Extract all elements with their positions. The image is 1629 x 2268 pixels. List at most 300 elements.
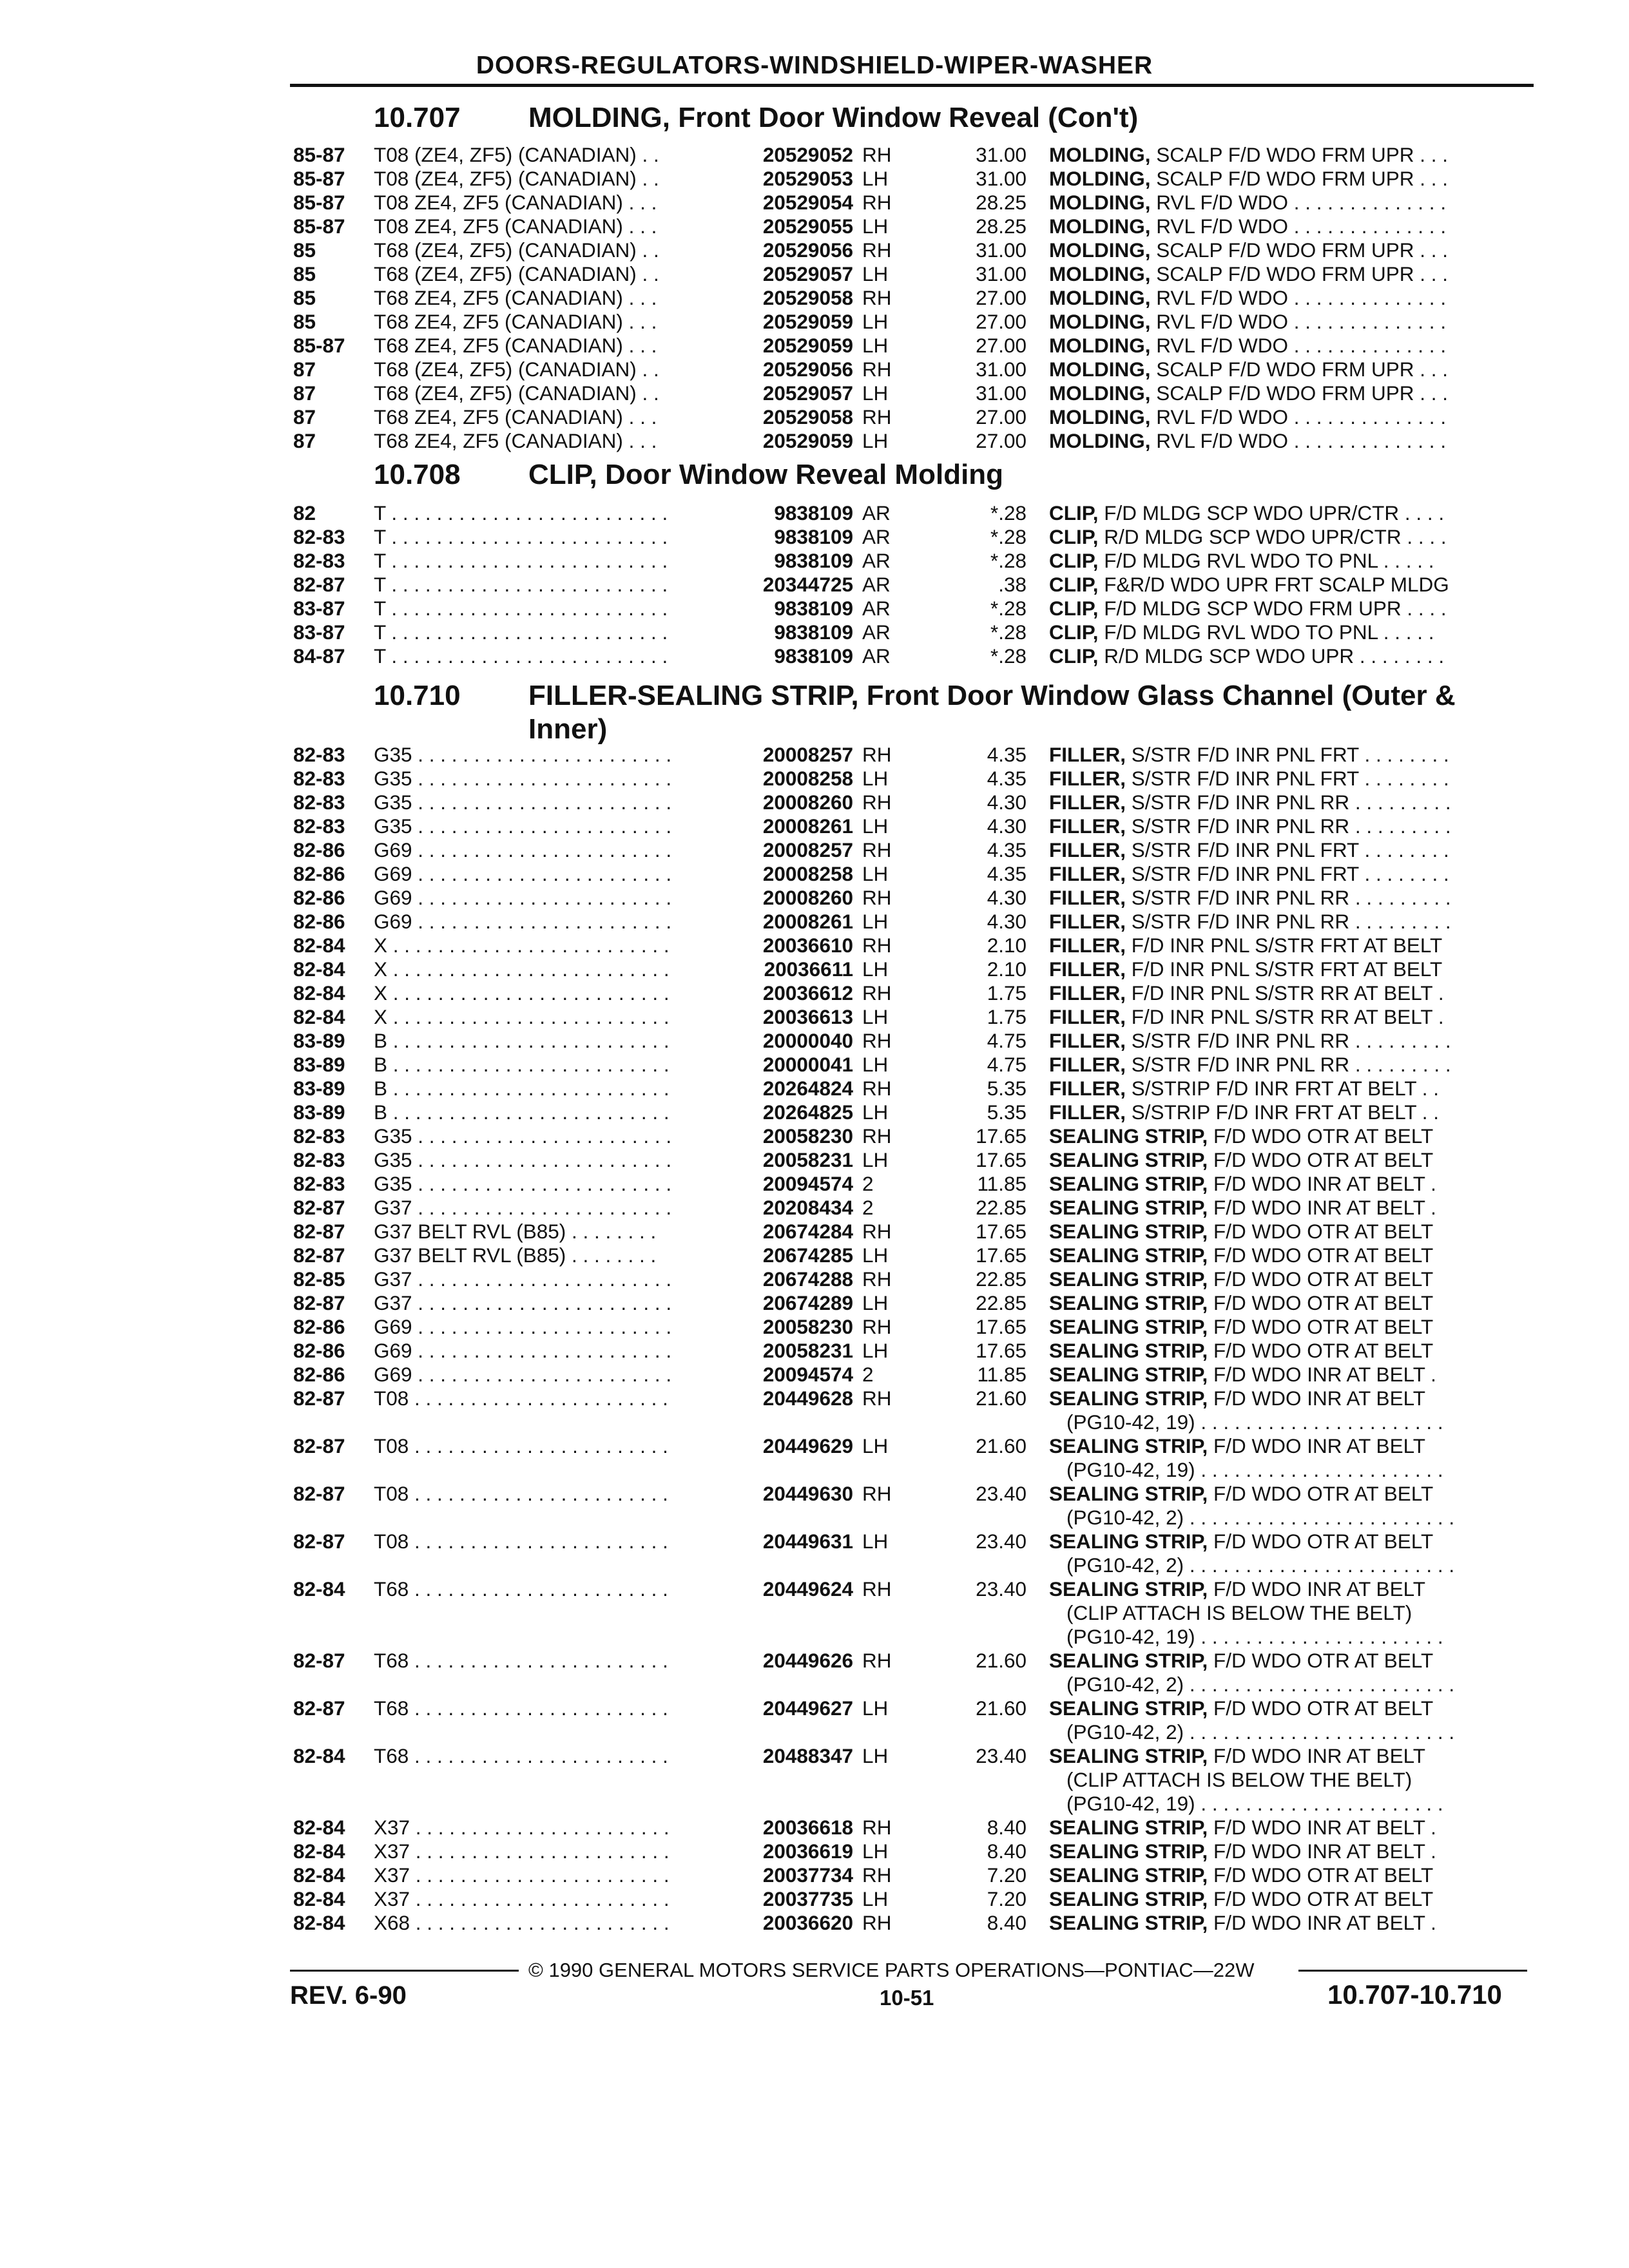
description-keyword: MOLDING, [1049, 405, 1151, 428]
table-row [0, 1077, 1629, 1100]
model-code: T68 . . . . . . . . . . . . . . . . . . . . . . . [374, 1577, 668, 1600]
quantity: RH [862, 791, 892, 814]
description-keyword: FILLER, [1049, 767, 1126, 790]
part-number: 20529056 [762, 238, 853, 262]
description-keyword: FILLER, [1049, 934, 1126, 957]
part-description [1049, 1124, 1523, 1148]
year-range: 82-87 [293, 1387, 345, 1410]
quantity: RH [862, 838, 892, 861]
model-code: T08 (ZE4, ZF5) (CANADIAN) . . [374, 143, 659, 166]
model-code: B . . . . . . . . . . . . . . . . . . . . . . . . . [374, 1029, 670, 1052]
quantity: LH [862, 1840, 889, 1863]
description-keyword: MOLDING, [1049, 429, 1151, 452]
part-number: 20264824 [762, 1077, 853, 1100]
year-range: 85 [293, 262, 316, 285]
description-keyword: SEALING STRIP, [1049, 1124, 1208, 1148]
year-range: 82-87 [293, 573, 345, 596]
table-row [0, 381, 1629, 405]
quantity: RH [862, 934, 892, 957]
table-row [0, 862, 1629, 886]
part-number: 20529059 [762, 310, 853, 333]
part-number: 20449628 [762, 1387, 853, 1410]
year-range: 82-84 [293, 934, 345, 957]
part-description [1049, 1744, 1523, 1768]
model-code: G69 . . . . . . . . . . . . . . . . . . . . . . . [374, 838, 672, 861]
price: 4.30 [987, 910, 1027, 933]
description-keyword: FILLER, [1049, 838, 1126, 861]
description-keyword: MOLDING, [1049, 215, 1151, 238]
part-description [1049, 262, 1523, 286]
part-description [1049, 1053, 1523, 1077]
section-title: CLIP, Door Window Reveal Molding [528, 459, 1004, 490]
table-row [0, 1053, 1629, 1077]
year-range: 82-84 [293, 1005, 345, 1028]
price: 8.40 [987, 1911, 1027, 1934]
part-description [1049, 1029, 1523, 1053]
price: *.28 [990, 549, 1027, 572]
description-keyword: SEALING STRIP, [1049, 1887, 1208, 1910]
part-description [1049, 334, 1523, 358]
quantity: LH [862, 381, 889, 405]
model-code: T68 ZE4, ZF5 (CANADIAN) . . . [374, 429, 657, 452]
part-description [1049, 1315, 1523, 1339]
year-range: 82-87 [293, 1434, 345, 1457]
table-row [0, 1577, 1629, 1601]
quantity: LH [862, 1744, 889, 1767]
description-keyword: SEALING STRIP, [1049, 1267, 1208, 1291]
section-heading [374, 680, 1456, 745]
part-number: 20008260 [762, 886, 853, 909]
model-code: T08 . . . . . . . . . . . . . . . . . . . . . . . [374, 1434, 668, 1457]
quantity: RH [862, 286, 892, 309]
part-description [1049, 1863, 1523, 1887]
quantity: LH [862, 1339, 889, 1362]
model-code: G37 BELT RVL (B85) . . . . . . . . [374, 1244, 657, 1267]
footer-rule-left [290, 1970, 519, 1972]
year-range: 83-87 [293, 597, 345, 620]
part-description [1049, 238, 1523, 262]
part-number: 20529053 [762, 167, 853, 190]
description-detail: F/D INR PNL S/STR FRT AT BELT [1126, 934, 1443, 957]
description-keyword: SEALING STRIP, [1049, 1172, 1208, 1195]
description-keyword: MOLDING, [1049, 191, 1151, 214]
year-range: 82-87 [293, 1530, 345, 1553]
part-description [1049, 934, 1523, 957]
description-detail: F/D WDO OTR AT BELT [1208, 1339, 1434, 1362]
description-keyword: SEALING STRIP, [1049, 1196, 1208, 1219]
description-detail: F/D WDO OTR AT BELT [1208, 1315, 1434, 1338]
table-row [0, 1649, 1629, 1673]
table-row [0, 1911, 1629, 1935]
part-description [1049, 549, 1523, 573]
table-row-continuation [0, 1506, 1629, 1530]
quantity: LH [862, 1244, 889, 1267]
table-row [0, 1220, 1629, 1244]
price: 21.60 [976, 1649, 1027, 1672]
part-number: 20008261 [762, 910, 853, 933]
table-row [0, 1816, 1629, 1840]
year-range: 87 [293, 429, 316, 452]
price: 23.40 [976, 1530, 1027, 1553]
description-keyword: MOLDING, [1049, 167, 1151, 190]
part-number: 20037735 [762, 1887, 853, 1910]
model-code: T . . . . . . . . . . . . . . . . . . . . . . . . . [374, 644, 668, 668]
quantity: LH [862, 1005, 889, 1028]
part-description [1049, 1387, 1523, 1410]
price: 8.40 [987, 1816, 1027, 1839]
quantity: RH [862, 1649, 892, 1672]
description-detail: S/STR F/D INR PNL FRT . . . . . . . . [1126, 838, 1449, 861]
table-row [0, 405, 1629, 429]
price: 4.30 [987, 886, 1027, 909]
year-range: 82-83 [293, 767, 345, 790]
description-detail: S/STR F/D INR PNL RR . . . . . . . . . [1126, 791, 1451, 814]
price: 7.20 [987, 1887, 1027, 1910]
description-continuation: (PG10-42, 19) . . . . . . . . . . . . . . . . . . . . . . [1066, 1792, 1443, 1815]
part-number: 20008257 [762, 743, 853, 766]
price: 23.40 [976, 1577, 1027, 1600]
quantity: RH [862, 1577, 892, 1600]
footer-section-range: 10.707-10.710 [1327, 1979, 1502, 2010]
part-number: 20674288 [762, 1267, 853, 1291]
price: 4.35 [987, 838, 1027, 861]
description-detail: S/STR F/D INR PNL RR . . . . . . . . . [1126, 1029, 1451, 1052]
table-row-continuation [0, 1553, 1629, 1577]
description-keyword: CLIP, [1049, 573, 1099, 596]
table-row [0, 743, 1629, 767]
year-range: 82-87 [293, 1196, 345, 1219]
description-continuation: (PG10-42, 2) . . . . . . . . . . . . . . . . . . . . . . . . [1066, 1506, 1455, 1529]
price: 17.65 [976, 1315, 1027, 1338]
part-number: 20036620 [762, 1911, 853, 1934]
description-keyword: SEALING STRIP, [1049, 1315, 1208, 1338]
part-number: 20674285 [762, 1244, 853, 1267]
table-row-continuation [0, 1458, 1629, 1482]
year-range: 82-86 [293, 910, 345, 933]
part-description [1049, 1482, 1523, 1506]
description-detail: RVL F/D WDO . . . . . . . . . . . . . . [1150, 405, 1447, 428]
description-detail: F/D MLDG RVL WDO TO PNL . . . . . [1098, 549, 1434, 572]
table-row [0, 1887, 1629, 1911]
description-detail: RVL F/D WDO . . . . . . . . . . . . . . [1150, 191, 1447, 214]
model-code: G69 . . . . . . . . . . . . . . . . . . . . . . . [374, 862, 672, 885]
year-range: 87 [293, 358, 316, 381]
part-number: 20008257 [762, 838, 853, 861]
quantity: LH [862, 334, 889, 357]
year-range: 82-83 [293, 1148, 345, 1171]
model-code: T08 . . . . . . . . . . . . . . . . . . . . . . . [374, 1482, 668, 1505]
part-number: 20449627 [762, 1696, 853, 1720]
model-code: B . . . . . . . . . . . . . . . . . . . . . . . . . [374, 1100, 670, 1124]
part-description [1049, 1172, 1523, 1196]
quantity: LH [862, 1887, 889, 1910]
table-row [0, 334, 1629, 358]
model-code: G69 . . . . . . . . . . . . . . . . . . . . . . . [374, 910, 672, 933]
part-number: 20058230 [762, 1315, 853, 1338]
footer-page-number: 10-51 [880, 1986, 934, 2010]
table-row [0, 1267, 1629, 1291]
model-code: T . . . . . . . . . . . . . . . . . . . . . . . . . [374, 549, 668, 572]
model-code: G37 BELT RVL (B85) . . . . . . . . [374, 1220, 657, 1243]
quantity: AR [862, 573, 891, 596]
part-number: 20036613 [762, 1005, 853, 1028]
part-description [1049, 429, 1523, 453]
part-description [1049, 1196, 1523, 1220]
model-code: G69 . . . . . . . . . . . . . . . . . . . . . . . [374, 886, 672, 909]
part-number: 20008261 [762, 814, 853, 838]
price: 2.10 [987, 957, 1027, 981]
part-number: 9838109 [774, 597, 853, 620]
model-code: X68 . . . . . . . . . . . . . . . . . . . . . . . [374, 1911, 670, 1934]
year-range: 85 [293, 286, 316, 309]
model-code: G35 . . . . . . . . . . . . . . . . . . . . . . . [374, 791, 672, 814]
description-keyword: SEALING STRIP, [1049, 1244, 1208, 1267]
table-row-continuation [0, 1410, 1629, 1434]
description-detail: F/D WDO INR AT BELT . [1208, 1172, 1436, 1195]
quantity: 2 [862, 1363, 874, 1386]
part-number: 20058231 [762, 1339, 853, 1362]
model-code: T . . . . . . . . . . . . . . . . . . . . . . . . . [374, 525, 668, 548]
table-row [0, 525, 1629, 549]
year-range: 87 [293, 381, 316, 405]
description-detail: F/D WDO INR AT BELT . [1208, 1816, 1436, 1839]
model-code: T68 . . . . . . . . . . . . . . . . . . . . . . . [374, 1696, 668, 1720]
description-keyword: FILLER, [1049, 814, 1126, 838]
part-description [1049, 910, 1523, 934]
part-description [1049, 1840, 1523, 1863]
table-row [0, 573, 1629, 597]
part-number: 20008260 [762, 791, 853, 814]
description-keyword: FILLER, [1049, 1053, 1126, 1076]
model-code: G35 . . . . . . . . . . . . . . . . . . . . . . . [374, 814, 672, 838]
model-code: X . . . . . . . . . . . . . . . . . . . . . . . . . [374, 1005, 670, 1028]
part-description [1049, 1267, 1523, 1291]
part-number: 20529057 [762, 262, 853, 285]
description-detail: RVL F/D WDO . . . . . . . . . . . . . . [1150, 286, 1447, 309]
description-keyword: CLIP, [1049, 501, 1099, 524]
description-keyword: MOLDING, [1049, 358, 1151, 381]
description-detail: F/D WDO INR AT BELT [1208, 1387, 1425, 1410]
part-number: 20036612 [762, 981, 853, 1004]
table-row [0, 1840, 1629, 1863]
model-code: T . . . . . . . . . . . . . . . . . . . . . . . . . [374, 501, 668, 524]
year-range: 82 [293, 501, 316, 524]
part-description [1049, 767, 1523, 791]
part-description [1049, 191, 1523, 215]
part-number: 20000040 [762, 1029, 853, 1052]
year-range: 82-86 [293, 1315, 345, 1338]
part-number: 20449631 [762, 1530, 853, 1553]
table-row [0, 501, 1629, 525]
part-description [1049, 525, 1523, 549]
section-number: 10.710 [374, 680, 461, 711]
model-code: X . . . . . . . . . . . . . . . . . . . . . . . . . [374, 934, 670, 957]
model-code: G35 . . . . . . . . . . . . . . . . . . . . . . . [374, 767, 672, 790]
year-range: 82-84 [293, 957, 345, 981]
year-range: 82-87 [293, 1482, 345, 1505]
model-code: T08 ZE4, ZF5 (CANADIAN) . . . [374, 191, 657, 214]
section-number: 10.708 [374, 459, 461, 490]
model-code: X37 . . . . . . . . . . . . . . . . . . . . . . . [374, 1816, 670, 1839]
year-range: 82-84 [293, 1816, 345, 1839]
table-row [0, 1172, 1629, 1196]
part-number: 20449626 [762, 1649, 853, 1672]
part-description [1049, 886, 1523, 910]
price: 31.00 [976, 143, 1027, 166]
quantity: AR [862, 549, 891, 572]
part-number: 20000041 [762, 1053, 853, 1076]
year-range: 82-86 [293, 1363, 345, 1386]
price: 4.35 [987, 862, 1027, 885]
year-range: 82-83 [293, 791, 345, 814]
model-code: T68 ZE4, ZF5 (CANADIAN) . . . [374, 286, 657, 309]
part-number: 20674284 [762, 1220, 853, 1243]
description-keyword: MOLDING, [1049, 286, 1151, 309]
model-code: X37 . . . . . . . . . . . . . . . . . . . . . . . [374, 1887, 670, 1910]
description-keyword: MOLDING, [1049, 262, 1151, 285]
description-detail: SCALP F/D WDO FRM UPR . . . [1150, 381, 1448, 405]
description-detail: F/D WDO OTR AT BELT [1208, 1863, 1434, 1887]
quantity: LH [862, 1696, 889, 1720]
part-description [1049, 644, 1523, 668]
quantity: 2 [862, 1196, 874, 1219]
description-detail: F/D WDO OTR AT BELT [1208, 1220, 1434, 1243]
model-code: T08 . . . . . . . . . . . . . . . . . . . . . . . [374, 1530, 668, 1553]
part-number: 20208434 [762, 1196, 853, 1219]
part-number: 20449630 [762, 1482, 853, 1505]
part-number: 20529059 [762, 429, 853, 452]
table-row [0, 238, 1629, 262]
part-number: 20094574 [762, 1363, 853, 1386]
part-description [1049, 1530, 1523, 1553]
part-number: 20449629 [762, 1434, 853, 1457]
part-description [1049, 1077, 1523, 1100]
quantity: RH [862, 886, 892, 909]
year-range: 83-89 [293, 1100, 345, 1124]
description-continuation: (CLIP ATTACH IS BELOW THE BELT) [1066, 1601, 1412, 1624]
description-detail: S/STR F/D INR PNL FRT . . . . . . . . [1126, 743, 1449, 766]
part-number: 20058231 [762, 1148, 853, 1171]
part-number: 9838109 [774, 501, 853, 524]
price: 22.85 [976, 1196, 1027, 1219]
description-continuation: (PG10-42, 2) . . . . . . . . . . . . . . . . . . . . . . . . [1066, 1553, 1455, 1577]
table-row [0, 1005, 1629, 1029]
description-detail: SCALP F/D WDO FRM UPR . . . [1150, 167, 1448, 190]
section-title: MOLDING, Front Door Window Reveal (Con't) [528, 102, 1139, 133]
table-row [0, 791, 1629, 814]
description-keyword: SEALING STRIP, [1049, 1291, 1208, 1314]
year-range: 82-86 [293, 886, 345, 909]
price: 1.75 [987, 981, 1027, 1004]
description-detail: F/D WDO OTR AT BELT [1208, 1887, 1434, 1910]
quantity: RH [862, 1911, 892, 1934]
table-row [0, 310, 1629, 334]
quantity: RH [862, 743, 892, 766]
quantity: 2 [862, 1172, 874, 1195]
part-description [1049, 1911, 1523, 1935]
part-description [1049, 215, 1523, 238]
description-keyword: FILLER, [1049, 957, 1126, 981]
part-description [1049, 358, 1523, 381]
year-range: 82-83 [293, 1172, 345, 1195]
part-number: 20674289 [762, 1291, 853, 1314]
part-description [1049, 286, 1523, 310]
section-heading [374, 459, 1003, 491]
quantity: RH [862, 1482, 892, 1505]
table-row [0, 767, 1629, 791]
year-range: 82-84 [293, 1863, 345, 1887]
model-code: T . . . . . . . . . . . . . . . . . . . . . . . . . [374, 620, 668, 644]
price: 31.00 [976, 381, 1027, 405]
quantity: AR [862, 525, 891, 548]
description-detail: F/D WDO OTR AT BELT [1208, 1530, 1434, 1553]
description-keyword: FILLER, [1049, 910, 1126, 933]
table-row [0, 215, 1629, 238]
table-row-continuation [0, 1601, 1629, 1625]
year-range: 82-84 [293, 1840, 345, 1863]
description-keyword: SEALING STRIP, [1049, 1387, 1208, 1410]
year-range: 85-87 [293, 334, 345, 357]
part-description [1049, 167, 1523, 191]
year-range: 87 [293, 405, 316, 428]
table-row [0, 1291, 1629, 1315]
table-row-continuation [0, 1625, 1629, 1649]
description-keyword: SEALING STRIP, [1049, 1816, 1208, 1839]
quantity: LH [862, 767, 889, 790]
model-code: G69 . . . . . . . . . . . . . . . . . . . . . . . [374, 1339, 672, 1362]
quantity: RH [862, 405, 892, 428]
table-row [0, 1744, 1629, 1768]
table-row-continuation [0, 1792, 1629, 1816]
description-continuation: (PG10-42, 2) . . . . . . . . . . . . . . . . . . . . . . . . [1066, 1720, 1455, 1744]
part-number: 20344725 [762, 573, 853, 596]
description-detail: SCALP F/D WDO FRM UPR . . . [1150, 262, 1448, 285]
part-description [1049, 1005, 1523, 1029]
footer-rule-right [1298, 1970, 1527, 1972]
table-row [0, 358, 1629, 381]
model-code: T68 (ZE4, ZF5) (CANADIAN) . . [374, 262, 659, 285]
quantity: RH [862, 1077, 892, 1100]
model-code: G69 . . . . . . . . . . . . . . . . . . . . . . . [374, 1315, 672, 1338]
part-number: 20008258 [762, 767, 853, 790]
description-continuation: (CLIP ATTACH IS BELOW THE BELT) [1066, 1768, 1412, 1791]
year-range: 82-87 [293, 1244, 345, 1267]
quantity: AR [862, 501, 891, 524]
description-detail: F/D WDO OTR AT BELT [1208, 1244, 1434, 1267]
price: 17.65 [976, 1124, 1027, 1148]
part-description [1049, 1244, 1523, 1267]
description-keyword: FILLER, [1049, 1100, 1126, 1124]
quantity: LH [862, 215, 889, 238]
description-keyword: MOLDING, [1049, 381, 1151, 405]
price: 4.35 [987, 767, 1027, 790]
description-detail: F/D WDO INR AT BELT [1208, 1577, 1425, 1600]
quantity: RH [862, 1315, 892, 1338]
price: 21.60 [976, 1696, 1027, 1720]
description-detail: F/D WDO OTR AT BELT [1208, 1291, 1434, 1314]
table-row [0, 1100, 1629, 1124]
model-code: B . . . . . . . . . . . . . . . . . . . . . . . . . [374, 1053, 670, 1076]
year-range: 82-83 [293, 814, 345, 838]
part-description [1049, 791, 1523, 814]
year-range: 85-87 [293, 191, 345, 214]
table-row [0, 549, 1629, 573]
quantity: LH [862, 167, 889, 190]
model-code: T68 ZE4, ZF5 (CANADIAN) . . . [374, 405, 657, 428]
description-detail: F/D MLDG SCP WDO UPR/CTR . . . . [1098, 501, 1445, 524]
table-row-continuation [0, 1673, 1629, 1696]
description-keyword: SEALING STRIP, [1049, 1530, 1208, 1553]
